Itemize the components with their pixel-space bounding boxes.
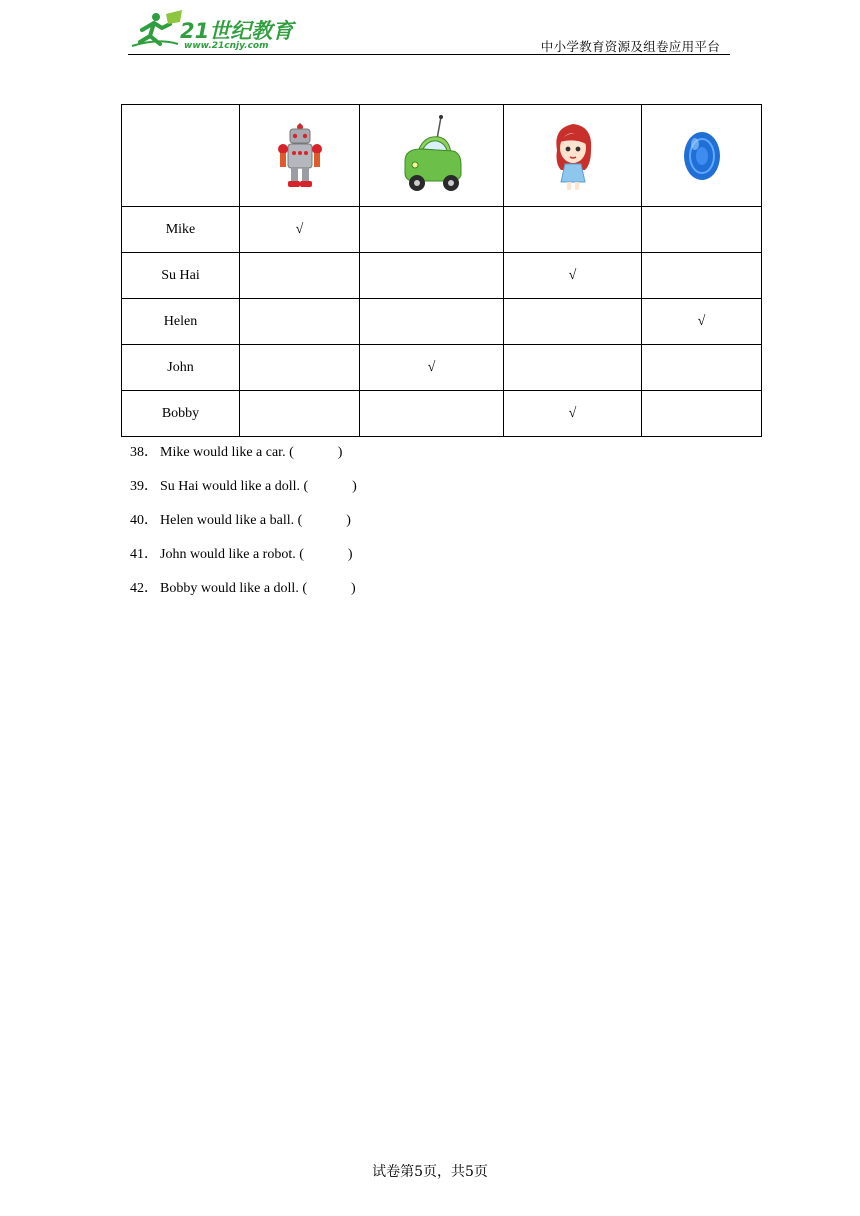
check-cell xyxy=(360,299,504,345)
ball-column-header xyxy=(642,105,762,207)
question-text: Su Hai would like a doll. ( xyxy=(160,479,309,494)
check-cell xyxy=(240,253,360,299)
check-cell: √ xyxy=(642,299,762,345)
check-cell xyxy=(360,253,504,299)
row-name: John xyxy=(122,345,240,391)
doll-icon xyxy=(551,120,595,192)
question-number: 40． xyxy=(130,513,158,528)
question-number: 42． xyxy=(130,581,158,596)
table-header-row xyxy=(122,105,762,207)
question-item xyxy=(130,444,357,478)
question-list xyxy=(130,444,357,614)
check-cell xyxy=(240,391,360,437)
question-text: Helen would like a ball. ( xyxy=(160,513,303,528)
row-name: Su Hai xyxy=(122,253,240,299)
question-close: ) xyxy=(346,513,351,528)
check-cell xyxy=(504,299,642,345)
question-item xyxy=(130,580,357,614)
check-cell xyxy=(504,207,642,253)
table-row xyxy=(122,345,762,391)
question-number: 38． xyxy=(130,445,158,460)
question-close: ) xyxy=(352,479,357,494)
doll-column-header xyxy=(504,105,642,207)
question-item xyxy=(130,512,357,546)
robot-column-header xyxy=(240,105,360,207)
runner-icon xyxy=(132,10,182,46)
check-cell xyxy=(360,391,504,437)
page-header xyxy=(128,8,730,56)
question-text: Bobby would like a doll. ( xyxy=(160,581,307,596)
site-logo xyxy=(128,8,308,54)
toy-preference-table xyxy=(121,104,762,437)
check-cell xyxy=(504,345,642,391)
table-row xyxy=(122,391,762,437)
toy-car-icon xyxy=(401,115,463,197)
check-cell: √ xyxy=(504,253,642,299)
row-name: Mike xyxy=(122,207,240,253)
question-text: John would like a robot. ( xyxy=(160,547,304,562)
header-rule xyxy=(128,54,730,55)
question-item xyxy=(130,546,357,580)
check-cell xyxy=(642,207,762,253)
check-cell: √ xyxy=(240,207,360,253)
question-close: ) xyxy=(351,581,356,596)
check-cell: √ xyxy=(504,391,642,437)
robot-icon xyxy=(278,123,322,189)
question-item xyxy=(130,478,357,512)
site-name: 中小学教育资源及组卷应用平台 xyxy=(540,39,720,54)
page-footer: 试卷第5页，共5页 xyxy=(372,1164,488,1180)
empty-corner-cell xyxy=(122,105,240,207)
question-number: 39． xyxy=(130,479,158,494)
question-number: 41． xyxy=(130,547,158,562)
row-name: Helen xyxy=(122,299,240,345)
question-text: Mike would like a car. ( xyxy=(160,445,294,460)
check-cell xyxy=(642,253,762,299)
check-cell xyxy=(240,345,360,391)
logo-url: www.21cnjy.com xyxy=(184,41,269,51)
table-row xyxy=(122,299,762,345)
check-cell: √ xyxy=(360,345,504,391)
logo-text: 21世纪教育 xyxy=(180,19,294,43)
ball-icon xyxy=(682,130,722,182)
check-cell xyxy=(240,299,360,345)
check-cell xyxy=(642,391,762,437)
question-close: ) xyxy=(337,445,343,460)
car-column-header xyxy=(360,105,504,207)
table-row xyxy=(122,207,762,253)
check-cell xyxy=(360,207,504,253)
row-name: Bobby xyxy=(122,391,240,437)
table-row xyxy=(122,253,762,299)
check-cell xyxy=(642,345,762,391)
question-close: ) xyxy=(347,547,353,562)
